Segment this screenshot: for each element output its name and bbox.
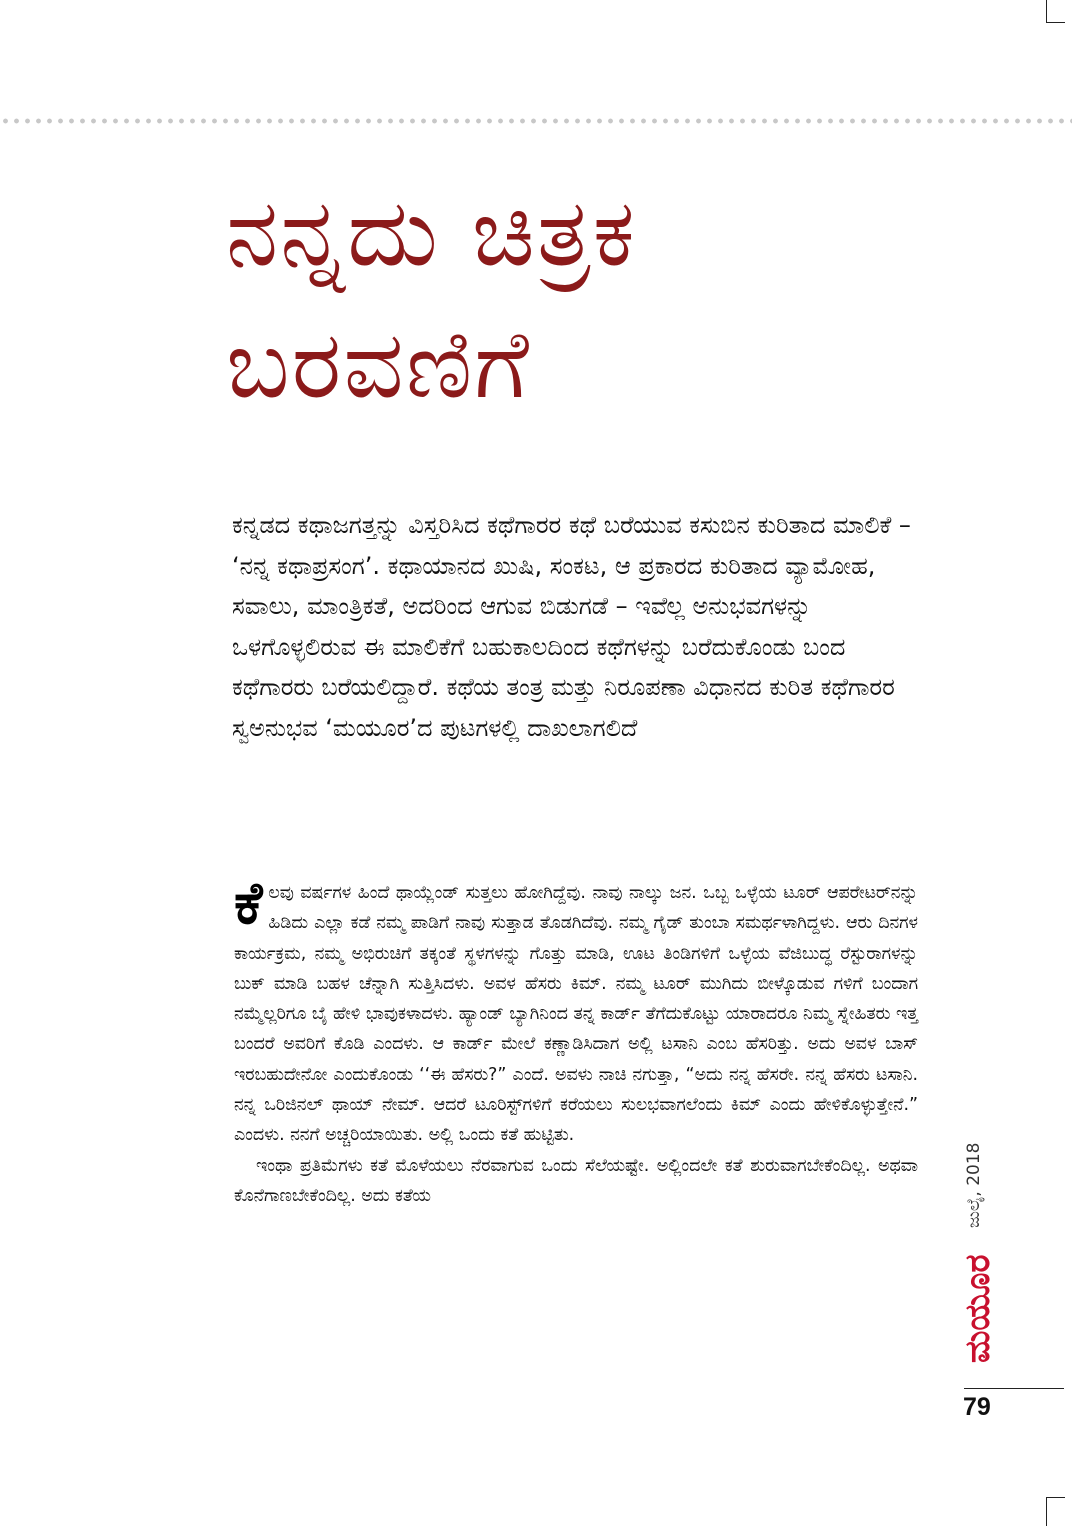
body-paragraph <box>234 869 918 1151</box>
side-running-head <box>958 1110 1002 1380</box>
issue-date: ಜುಲೈ, 2018 <box>964 1142 984 1228</box>
article-title: ನನ್ನದು ಚಿತ್ರಕ ಬರವಣಿಗೆ <box>226 179 637 420</box>
drop-cap: ಕೆ <box>234 869 263 937</box>
body-paragraph: ಇಂಥಾ ಪ್ರತಿಮೆಗಳು ಕತೆ ಮೊಳೆಯಲು ನೆರವಾಗುವ ಒಂದು ಸೆಲೆಯಷ್ಟೇ. ಅಲ್ಲಿಂದಲೇ ಕತೆ ಶುರುವಾಗಬೇಕೆಂದಿಲ್ಲ. ಅಥವಾ ಕೊನೆಗಾಣಬೇಕೆಂದಿಲ್ಲ. ಅದು ಕತೆಯ <box>234 1155 918 1206</box>
crop-mark-bottom-right <box>1046 1497 1065 1526</box>
crop-mark-top-right <box>1046 0 1065 23</box>
body-paragraph-text: ಲವು ವರ್ಷಗಳ ಹಿಂದೆ ಥಾಯ್ಲೆಂಡ್ ಸುತ್ತಲು ಹೋಗಿದ್ದೆವು. ನಾವು ನಾಲ್ಕು ಜನ. ಒಬ್ಬ ಒಳ್ಳೆಯ ಟೂರ್ ಆಪರೇಟರ್‌ನನ್ನು ಹಿಡಿದು ಎಲ್ಲಾ ಕಡೆ ನಮ್ಮ ಪಾಡಿಗೆ ನಾವು ಸುತ್ತಾಡ ತೊಡಗಿದೆವು. ನಮ್ಮ ಗೈಡ್ ತುಂಬಾ ಸಮರ್ಥಳಾಗಿದ್ದಳು. ಆರು ದಿನಗಳ ಕಾರ್ಯಕ್ರಮ, ನಮ್ಮ ಅಭಿರುಚಿಗೆ ತಕ್ಕಂತೆ ಸ್ಥಳಗಳನ್ನು ಗೊತ್ತು ಮಾಡಿ, ಊಟ ತಿಂಡಿಗಳಿಗೆ ಒಳ್ಳೆಯ ವೆಜಿಬುದ್ಧ ರೆಸ್ಟುರಾಗಳನ್ನು ಬುಕ್ ಮಾಡಿ ಬಹಳ ಚೆನ್ನಾಗಿ ಸುತ್ತಿಸಿದಳು. ಅವಳ ಹೆಸರು ಕಿಮ್. ನಮ್ಮ ಟೂರ್ ಮುಗಿದು ಬೀಳ್ಕೊಡುವ ಗಳಿಗೆ ಬಂದಾಗ ನಮ್ಮೆಲ್ಲರಿಗೂ ಬೈ ಹೇಳಿ ಭಾವುಕಳಾದಳು. ಹ್ಯಾಂಡ್ ಬ್ಯಾಗಿನಿಂದ ತನ್ನ ಕಾರ್ಡ್ ತೆಗೆದುಕೊಟ್ಟು ಯಾರಾದರೂ ನಿಮ್ಮ ಸ್ನೇಹಿತರು ಇತ್ತ ಬಂದರೆ ಅವರಿಗೆ ಕೊಡಿ ಎಂದಳು. ಆ ಕಾರ್ಡ್ ಮೇಲೆ ಕಣ್ಣಾಡಿಸಿದಾಗ ಅಲ್ಲಿ ಟಸಾನಿ ಎಂಬ ಹೆಸರಿತ್ತು. ಅದು ಅವಳ ಬಾಸ್ ಇರಬಹುದೇನೋ ಎಂದುಕೊಂಡು ‘‘ಈ ಹೆಸರು?” ಎಂದೆ. ಅವಳು ನಾಚಿ ನಗುತ್ತಾ, “ಅದು ನನ್ನ ಹೆಸರೇ. ನನ್ನ ಹೆಸರು ಟಸಾನಿ. ನನ್ನ ಒರಿಜಿನಲ್ ಥಾಯ್ ನೇಮ್. ಆದರೆ ಟೂರಿಸ್ಟ್‌ಗಳಿಗೆ ಕರೆಯಲು ಸುಲಭವಾಗಲೆಂದು ಕಿಮ್ ಎಂದು ಹೇಳಿಕೊಳ್ಳುತ್ತೇನೆ.” ಎಂದಳು. ನನಗೆ ಅಚ್ಚರಿಯಾಯಿತು. ಅಲ್ಲಿ ಒಂದು ಕತೆ ಹುಟ್ಟಿತು. <box>234 883 918 1146</box>
page-number: 79 <box>963 1393 991 1421</box>
magazine-brand: ಮಯೂರ <box>958 1254 998 1364</box>
footer-rule <box>964 1388 1064 1389</box>
article-intro: ಕನ್ನಡದ ಕಥಾಜಗತ್ತನ್ನು ವಿಸ್ತರಿಸಿದ ಕಥೆಗಾರರ ಕಥೆ ಬರೆಯುವ ಕಸುಬಿನ ಕುರಿತಾದ ಮಾಲಿಕೆ – ‘ನನ್ನ ಕಥಾಪ್ರಸಂಗ’. ಕಥಾಯಾನದ ಖುಷಿ, ಸಂಕಟ, ಆ ಪ್ರಕಾರದ ಕುರಿತಾದ ವ್ಯಾಮೋಹ, ಸವಾಲು, ಮಾಂತ್ರಿಕತೆ, ಅದರಿಂದ ಆಗುವ ಬಿಡುಗಡೆ – ಇವೆಲ್ಲ ಅನುಭವಗಳನ್ನು ಒಳಗೊಳ್ಳಲಿರುವ ಈ ಮಾಲಿಕೆಗೆ ಬಹುಕಾಲದಿಂದ ಕಥೆಗಳನ್ನು ಬರೆದುಕೊಂಡು ಬಂದ ಕಥೆಗಾರರು ಬರೆಯಲಿದ್ದಾರೆ. ಕಥೆಯ ತಂತ್ರ ಮತ್ತು ನಿರೂಪಣಾ ವಿಧಾನದ ಕುರಿತ ಕಥೆಗಾರರ ಸ್ವಅನುಭವ ‘ಮಯೂರ’ದ ಪುಟಗಳಲ್ಲಿ ದಾಖಲಾಗಲಿದೆ <box>232 511 911 742</box>
dotted-divider <box>0 117 1072 125</box>
article-body <box>234 869 918 1211</box>
